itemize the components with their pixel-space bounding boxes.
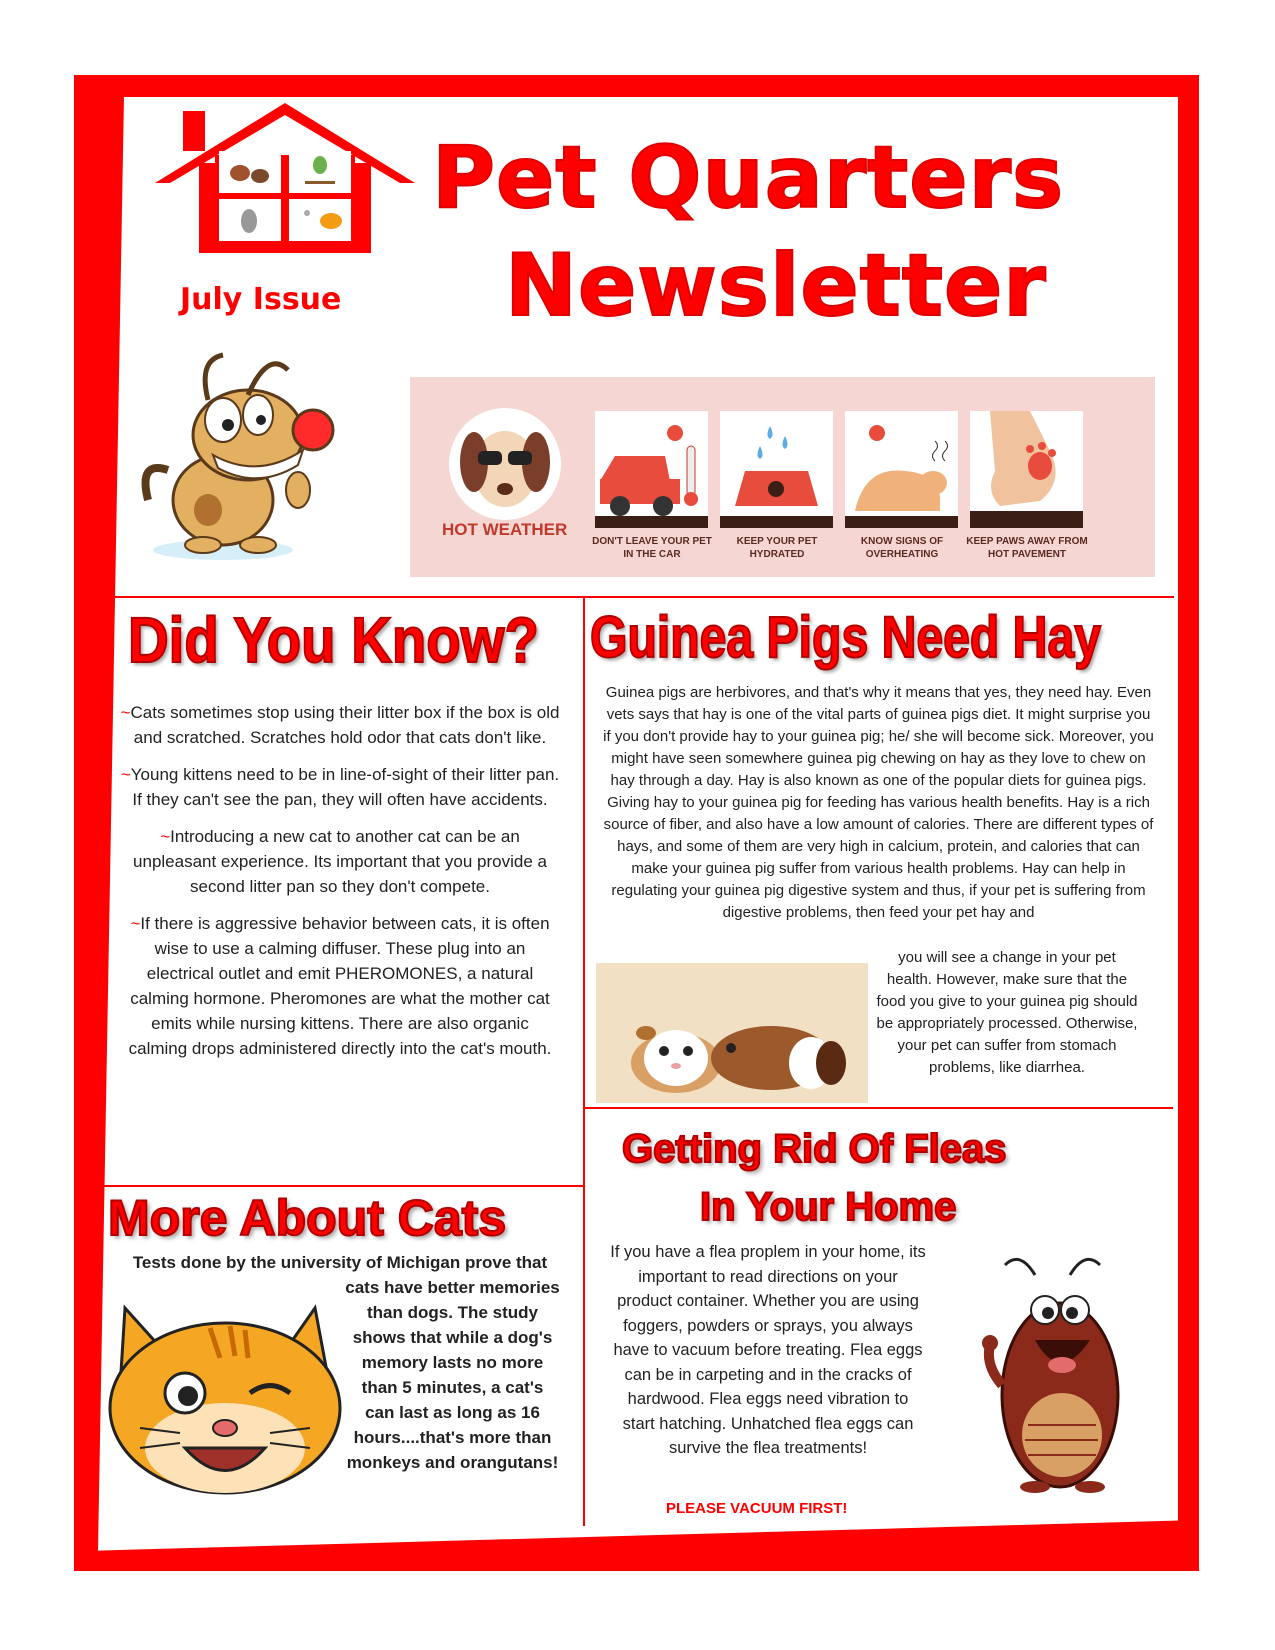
frame-wedge-top xyxy=(74,75,1199,97)
flea-cartoon-icon xyxy=(980,1255,1130,1495)
did-you-know-heading: Did You Know? xyxy=(128,604,539,676)
cats-body-text: cats have better memories than dogs. The study shows that while a dog's memory lasts no more than 5 minutes, a cat's can last as long as 16 hours....that's more than monkeys and orangutans! xyxy=(345,1278,560,1472)
issue-label: July Issue xyxy=(180,282,342,317)
fleas-heading-line1: Getting Rid Of Fleas xyxy=(622,1127,1007,1171)
car-thermometer-icon xyxy=(595,411,708,528)
dog-sunglasses-icon xyxy=(448,407,563,522)
fact-item: ~If there is aggressive behavior between cats, it is often wise to use a calming diffuser. These plug into an electrical outlet and emit PHEROMONES, a natural calming hormone. Pheromones are what the mother cat emits while nursing kittens. There are also organic calming drops administered directly into the cat's mouth. xyxy=(128,914,552,1058)
tile-overheating xyxy=(845,411,958,528)
guinea-pigs-heading: Guinea Pigs Need Hay xyxy=(590,605,1101,670)
vacuum-callout: PLEASE VACUUM FIRST! xyxy=(666,1500,848,1517)
fact-item: ~Young kittens need to be in line-of-sight of their litter pan. If they can't see the pan, they will often have accidents. xyxy=(120,765,560,809)
fact-item: ~Introducing a new cat to another cat can be an unpleasant experience. Its important that you provide a second litter pan so they don't compete. xyxy=(133,827,547,896)
tip-overheating-label: KNOW SIGNS OF OVERHEATING xyxy=(860,536,944,560)
paw-pavement-icon xyxy=(970,411,1083,528)
tip-car-label: DON'T LEAVE YOUR PET IN THE CAR xyxy=(592,536,712,560)
tile-car xyxy=(595,411,708,528)
newsletter-title-line2: Newsletter xyxy=(505,236,1047,336)
tip-hydrated-label: KEEP YOUR PET HYDRATED xyxy=(736,536,818,560)
hot-weather-label: HOT WEATHER xyxy=(442,520,568,539)
frame-wedge-right xyxy=(1178,96,1199,1571)
tile-bowl xyxy=(720,411,833,528)
did-you-know-list xyxy=(120,700,560,1073)
fleas-heading-line2: In Your Home xyxy=(700,1185,957,1229)
divider-top xyxy=(104,596,1174,598)
overheated-cat-icon xyxy=(845,411,958,528)
guinea-pigs-text-top: Guinea pigs are herbivores, and that's why it means that yes, they need hay. Even vets says that hay is one of the vital parts of guinea pigs diet. It might surprise you if you don't provide hay to your guinea pig; he/ she will become sick. Moreover, you might have seen somewhere guinea pig chewing on hay as they love to chew on hay through a day. Hay is also known as one of the popular diets for guinea pigs. Giving hay to your guinea pig for feeding has various health benefits. Hay is a rich source of fiber, and also have a low amount of calories. There are different types of hays, and some of them are very high in calcium, protein, and calories that can make your guinea pig suffer from various health problems. Hay can help in regulating your guinea pig digestive system and thus, if your pet is suffering from digestive problems, then feed your pet hay and xyxy=(603,684,1154,921)
house-logo-icon xyxy=(155,103,415,253)
more-about-cats-heading: More About Cats xyxy=(108,1190,507,1246)
guinea-pig-photo xyxy=(596,963,868,1103)
fleas-body-text: If you have a flea proplem in your home, its important to read directions on your product container. Whether you are using foggers, powders or sprays, you always have to vacuum before treating. Flea eggs can be in carpeting and in the cracks of hardwood. Flea eggs need vibration to start hatching. Unhatched flea eggs can survive the flea treatments! xyxy=(610,1243,926,1457)
newsletter-title-line1: Pet Quarters xyxy=(432,128,1065,228)
tip-paws-label: KEEP PAWS AWAY FROM HOT PAVEMENT xyxy=(966,536,1088,560)
divider-right-mid xyxy=(583,1107,1173,1109)
fact-item: ~Cats sometimes stop using their litter box if the box is old and scratched. Scratches hold odor that cats don't like. xyxy=(120,703,560,747)
divider-center xyxy=(583,596,585,1526)
guinea-pigs-text-side: you will see a change in your pet health. However, make sure that the food you give to your guinea pig should be appropriately processed. Otherwise, your pet can suffer from stomach problems, like diarrhea. xyxy=(876,949,1138,1076)
cat-cartoon-icon xyxy=(100,1298,350,1498)
hot-weather-banner xyxy=(410,377,1155,577)
dog-cartoon-icon xyxy=(128,350,358,570)
water-bowl-icon xyxy=(720,411,833,528)
cats-lead-text: Tests done by the university of Michigan prove that xyxy=(132,1253,548,1272)
tile-paws xyxy=(970,411,1083,528)
